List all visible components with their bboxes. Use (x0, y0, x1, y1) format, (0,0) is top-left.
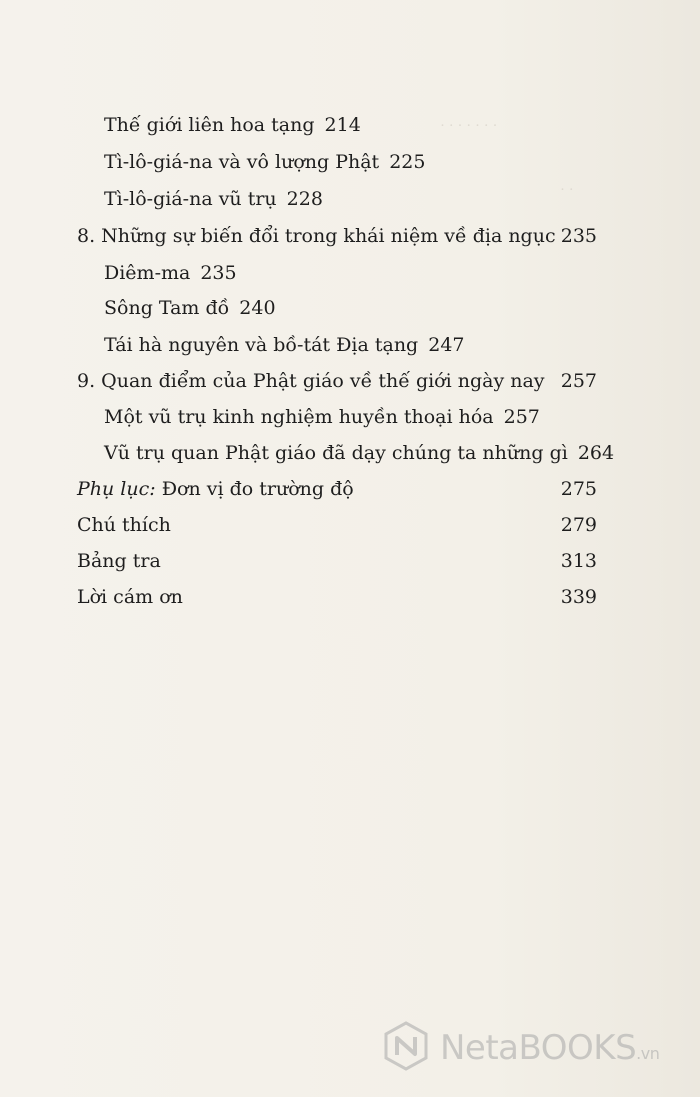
toc-entry[interactable] (104, 332, 465, 358)
toc-entry[interactable] (104, 149, 425, 175)
toc-entry-page: 313 (560, 550, 597, 572)
toc-entry-page: 240 (239, 297, 276, 319)
toc-entry-title: Vũ trụ quan Phật giáo đã dạy chúng ta những gì (104, 442, 568, 464)
toc-entry[interactable] (104, 440, 614, 466)
toc-entry-title: Lời cám ơn (77, 586, 183, 608)
toc-entry[interactable] (77, 223, 597, 249)
toc-entry-page: 279 (560, 514, 597, 536)
toc-entry-page: 214 (324, 114, 361, 136)
toc-entry-page: 264 (577, 442, 615, 464)
toc-entry[interactable] (77, 512, 597, 538)
toc-entry-title: Diêm-ma (104, 262, 191, 284)
show-through-text: · · (560, 182, 574, 198)
toc-entry-title: Chú thích (77, 514, 171, 536)
toc-entry-page: 225 (389, 151, 426, 173)
toc-entry-prefix: Phụ lục: (77, 478, 156, 500)
toc-entry-title: Bảng tra (77, 550, 161, 572)
toc-entry-page: 257 (560, 370, 597, 392)
toc-entry-title: Tì-lô-giá-na và vô lượng Phật (104, 151, 380, 173)
toc-entry-page: 235 (560, 225, 597, 247)
toc-entry-page: 235 (200, 262, 237, 284)
toc-entry-title: Sông Tam đồ (104, 297, 230, 319)
toc-entry[interactable] (104, 404, 540, 430)
toc-entry[interactable] (77, 368, 597, 394)
toc-entry-title: 8. Những sự biến đổi trong khái niệm về địa ngục (77, 225, 556, 247)
toc-entry-page: 257 (503, 406, 540, 428)
toc-entry-title: 9. Quan điểm của Phật giáo về thế giới ngày nay (77, 370, 545, 392)
toc-entry[interactable] (77, 476, 597, 502)
toc-entry-page: 247 (428, 334, 465, 356)
toc-entry-title: Thế giới liên hoa tạng (104, 114, 315, 136)
toc-entry-title: Đơn vị đo trường độ (161, 478, 354, 500)
toc-entry[interactable] (104, 260, 237, 286)
toc-entry-page: 228 (286, 188, 323, 210)
toc-entry-title: Tái hà nguyên và bồ-tát Địa tạng (104, 334, 419, 356)
watermark-text (440, 1028, 659, 1068)
toc-entry-page: 339 (560, 586, 597, 608)
toc-entry[interactable] (77, 584, 597, 610)
toc-entry[interactable] (77, 548, 597, 574)
netabooks-watermark (380, 1018, 680, 1078)
toc-entry-title-wrap (77, 476, 561, 502)
toc-entry[interactable] (104, 112, 361, 138)
watermark-brand: NetaBOOKS (440, 1028, 637, 1068)
netabooks-logo-icon (380, 1020, 432, 1076)
toc-entry[interactable] (104, 295, 276, 321)
watermark-suffix: .vn (636, 1044, 660, 1063)
toc-entry-page: 275 (560, 478, 597, 500)
show-through-text: · · · · · · · (440, 118, 498, 134)
toc-entry[interactable] (104, 186, 323, 212)
toc-entry-title: Một vũ trụ kinh nghiệm huyền thoại hóa (104, 406, 494, 428)
toc-entry-title: Tì-lô-giá-na vũ trụ (104, 188, 277, 210)
